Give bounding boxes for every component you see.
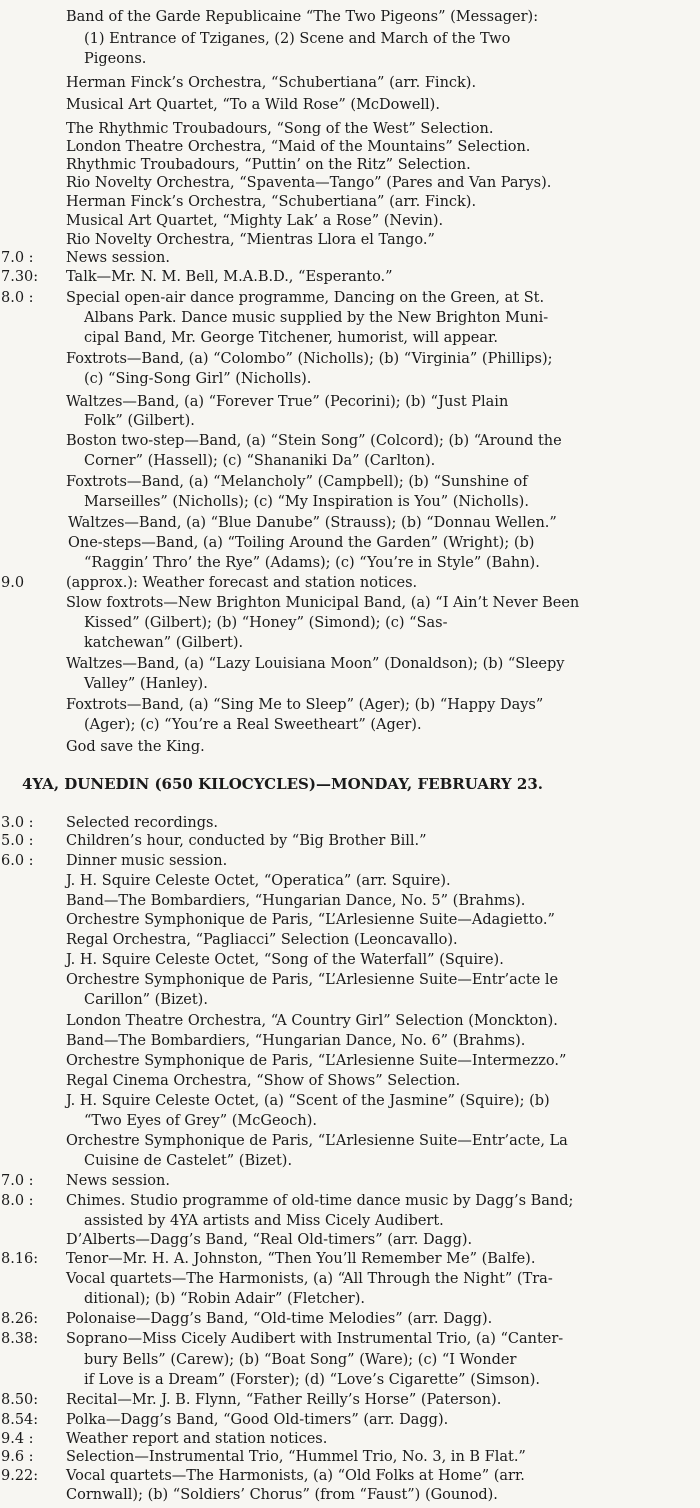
listing-line: [0, 1349, 700, 1371]
line-text: Boston two-step—Band, (a) “Stein Song” (Colcord); (b) “Around the: [66, 433, 562, 449]
listing-line: [0, 471, 700, 493]
line-text: J. H. Squire Celeste Octet, (a) “Scent of the Jasmine” (Squire); (b): [66, 1093, 550, 1109]
line-text: Waltzes—Band, (a) “Lazy Louisiana Moon” (Donaldson); (b) “Sleepy: [66, 656, 565, 672]
listing-line: [0, 1130, 700, 1152]
line-text: Slow foxtrots—New Brighton Municipal Band, (a) “I Ain’t Never Been: [66, 595, 580, 611]
time-label: 9.6 :: [1, 1449, 34, 1465]
listing-line: [0, 368, 700, 390]
line-text: Recital—Mr. J. B. Flynn, “Father Reilly’s Horse” (Paterson).: [66, 1392, 502, 1408]
line-text: cipal Band, Mr. George Titchener, humorist, will appear.: [84, 330, 498, 346]
listing-line: [0, 870, 700, 892]
listing-line: [0, 1328, 700, 1350]
line-text: Valley” (Hanley).: [84, 676, 208, 692]
line-text: if Love is a Dream” (Forster); (d) “Love’s Cigarette” (Simson).: [84, 1372, 540, 1388]
line-text: Rhythmic Troubadours, “Puttin’ on the Ritz” Selection.: [66, 157, 471, 173]
line-text: Tenor—Mr. H. A. Johnston, “Then You’ll Remember Me” (Balfe).: [66, 1251, 536, 1267]
line-text: Waltzes—Band, (a) “Forever True” (Pecorini); (b) “Just Plain: [66, 394, 509, 410]
listing-line: [0, 1308, 700, 1330]
line-text: Herman Finck’s Orchestra, “Schubertiana” (arr. Finck).: [66, 194, 477, 210]
section-heading: [0, 773, 700, 795]
line-text: bury Bells” (Carew); (b) “Boat Song” (Ware); (c) “I Wonder: [84, 1352, 517, 1368]
listing-line: [0, 94, 700, 116]
line-text: Talk—Mr. N. M. Bell, M.A.B.D., “Esperanto.”: [66, 269, 393, 285]
line-text: Selected recordings.: [66, 815, 219, 831]
listing-line: [0, 1484, 700, 1506]
listing-line: [0, 1030, 700, 1052]
line-text: Carillon” (Bizet).: [84, 992, 208, 1008]
listing-line: [0, 736, 700, 758]
listing-line: [0, 72, 700, 94]
line-text: Vocal quartets—The Harmonists, (a) “All Through the Night” (Tra-: [66, 1271, 553, 1287]
line-text: Foxtrots—Band, (a) “Colombo” (Nicholls); (b) “Virginia” (Phillips);: [66, 351, 553, 367]
line-text: Vocal quartets—The Harmonists, (a) “Old Folks at Home” (arr.: [66, 1468, 525, 1484]
time-label: 7.0 :: [1, 1173, 34, 1189]
time-label: 7.0 :: [1, 250, 34, 266]
listing-line: [0, 1288, 700, 1310]
listing-line: [0, 572, 700, 594]
listing-line: [0, 28, 700, 50]
listing-line: [0, 430, 700, 452]
line-text: Foxtrots—Band, (a) “Sing Me to Sleep” (Ager); (b) “Happy Days”: [66, 697, 544, 713]
line-text: Folk” (Gilbert).: [84, 413, 195, 429]
listing-line: [0, 612, 700, 634]
time-label: 8.38:: [1, 1331, 39, 1347]
line-text: (1) Entrance of Tziganes, (2) Scene and March of the Two: [84, 31, 511, 47]
listing-line: [0, 850, 700, 872]
listing-line: [0, 1369, 700, 1391]
listing-line: [0, 929, 700, 951]
line-text: Musical Art Quartet, “Mighty Lak’ a Rose” (Nevin).: [66, 213, 444, 229]
line-text: Band—The Bombardiers, “Hungarian Dance, No. 6” (Brahms).: [66, 1033, 526, 1049]
time-label: 8.26:: [1, 1311, 39, 1327]
listing-line: [0, 6, 700, 28]
listing-line: [0, 327, 700, 349]
time-label: 9.0: [1, 575, 25, 591]
listing-line: [0, 287, 700, 309]
listing-line: [0, 969, 700, 991]
line-text: Special open-air dance programme, Dancing on the Green, at St.: [66, 290, 545, 306]
line-text: One-steps—Band, (a) “Toiling Around the Garden” (Wright); (b): [68, 535, 535, 551]
line-text: Herman Finck’s Orchestra, “Schubertiana” (arr. Finck).: [66, 75, 477, 91]
listing-line: [0, 1190, 700, 1212]
line-text: Dinner music session.: [66, 853, 228, 869]
line-text: (approx.): Weather forecast and station notices.: [66, 575, 418, 591]
line-text: Orchestre Symphonique de Paris, “L’Arlesienne Suite—Entr’acte, La: [66, 1133, 568, 1149]
listing-line: [0, 1170, 700, 1192]
line-text: Polonaise—Dagg’s Band, “Old-time Melodies” (arr. Dagg).: [66, 1311, 493, 1327]
line-text: The Rhythmic Troubadours, “Song of the West” Selection.: [66, 121, 494, 137]
listing-line: [0, 714, 700, 736]
listing-line: [0, 1110, 700, 1132]
line-text: J. H. Squire Celeste Octet, “Song of the Waterfall” (Squire).: [66, 952, 504, 968]
line-text: Rio Novelty Orchestra, “Mientras Llora el Tango.”: [66, 232, 435, 248]
listing-line: [0, 348, 700, 370]
line-text: Orchestre Symphonique de Paris, “L’Arlesienne Suite—Entr’acte le: [66, 972, 559, 988]
time-label: 3.0 :: [1, 815, 34, 831]
time-label: 8.50:: [1, 1392, 39, 1408]
time-label: 9.4 :: [1, 1431, 34, 1447]
line-text: J. H. Squire Celeste Octet, “Operatica” (arr. Squire).: [66, 873, 451, 889]
line-text: Children’s hour, conducted by “Big Brother Bill.”: [66, 833, 427, 849]
line-text: Regal Cinema Orchestra, “Show of Shows” Selection.: [66, 1073, 461, 1089]
time-label: 9.22:: [1, 1468, 39, 1484]
line-text: London Theatre Orchestra, “Maid of the Mountains” Selection.: [66, 139, 531, 155]
section-title: 4YA, DUNEDIN (650 KILOCYCLES)—MONDAY, FEBRUARY 23.: [22, 775, 544, 793]
listing-line: [0, 266, 700, 288]
line-text: News session.: [66, 250, 170, 266]
line-text: Marseilles” (Nicholls); (c) “My Inspiration is You” (Nicholls).: [84, 494, 529, 510]
listing-line: [0, 949, 700, 971]
listing-line: [0, 653, 700, 675]
listing-line: [0, 1150, 700, 1172]
listing-line: [0, 307, 700, 329]
line-text: Orchestre Symphonique de Paris, “L’Arlesienne Suite—Adagietto.”: [66, 912, 555, 928]
listing-line: [0, 632, 700, 654]
line-text: Cuisine de Castelet” (Bizet).: [84, 1153, 293, 1169]
line-text: God save the King.: [66, 739, 205, 755]
listing-line: [0, 410, 700, 432]
line-text: Pigeons.: [84, 51, 147, 67]
line-text: “Raggin’ Thro’ the Rye” (Adams); (c) “You’re in Style” (Bahn).: [84, 555, 540, 571]
line-text: Albans Park. Dance music supplied by the New Brighton Muni-: [84, 310, 549, 326]
line-text: assisted by 4YA artists and Miss Cicely Audibert.: [84, 1213, 444, 1229]
line-text: Orchestre Symphonique de Paris, “L’Arlesienne Suite—Intermezzo.”: [66, 1053, 567, 1069]
listing-line: [0, 909, 700, 931]
line-text: News session.: [66, 1173, 170, 1189]
line-text: Corner” (Hassell); (c) “Shananiki Da” (Carlton).: [84, 453, 436, 469]
line-text: Soprano—Miss Cicely Audibert with Instrumental Trio, (a) “Canter-: [66, 1331, 564, 1347]
line-text: katchewan” (Gilbert).: [84, 635, 244, 651]
time-label: 8.0 :: [1, 290, 34, 306]
line-text: Selection—Instrumental Trio, “Hummel Trio, No. 3, in B Flat.”: [66, 1449, 526, 1465]
listing-line: [0, 1389, 700, 1411]
line-text: D’Alberts—Dagg’s Band, “Real Old-timers” (arr. Dagg).: [66, 1232, 473, 1248]
line-text: Chimes. Studio programme of old-time dance music by Dagg’s Band;: [66, 1193, 574, 1209]
line-text: Musical Art Quartet, “To a Wild Rose” (McDowell).: [66, 97, 440, 113]
time-label: 6.0 :: [1, 853, 34, 869]
listing-line: [0, 48, 700, 70]
time-label: 8.0 :: [1, 1193, 34, 1209]
listing-line: [0, 592, 700, 614]
line-text: Weather report and station notices.: [66, 1431, 328, 1447]
listing-line: [0, 532, 700, 554]
listing-line: [0, 830, 700, 852]
time-label: 8.54:: [1, 1412, 39, 1428]
listing-line: [0, 694, 700, 716]
line-text: Cornwall); (b) “Soldiers’ Chorus” (from “Faust”) (Gounod).: [66, 1487, 498, 1503]
listing-line: [0, 1248, 700, 1270]
listing-line: [0, 512, 700, 534]
time-label: 5.0 :: [1, 833, 34, 849]
line-text: Regal Orchestra, “Pagliacci” Selection (Leoncavallo).: [66, 932, 458, 948]
line-text: Band of the Garde Republicaine “The Two Pigeons” (Messager):: [66, 9, 539, 25]
listing-line: [0, 450, 700, 472]
listing-line: [0, 1010, 700, 1032]
time-label: 7.30:: [1, 269, 39, 285]
line-text: Polka—Dagg’s Band, “Good Old-timers” (arr. Dagg).: [66, 1412, 449, 1428]
line-text: Rio Novelty Orchestra, “Spaventa—Tango” (Pares and Van Parys).: [66, 175, 552, 191]
line-text: London Theatre Orchestra, “A Country Girl” Selection (Monckton).: [66, 1013, 558, 1029]
listing-line: [0, 989, 700, 1011]
listing-line: [0, 1090, 700, 1112]
line-text: Kissed” (Gilbert); (b) “Honey” (Simond); (c) “Sas-: [84, 615, 448, 631]
line-text: ditional); (b) “Robin Adair” (Fletcher).: [84, 1291, 366, 1307]
line-text: Waltzes—Band, (a) “Blue Danube” (Strauss); (b) “Donnau Wellen.”: [68, 515, 557, 531]
time-label: 8.16:: [1, 1251, 39, 1267]
listing-line: [0, 1070, 700, 1092]
line-text: Foxtrots—Band, (a) “Melancholy” (Campbell); (b) “Sunshine of: [66, 474, 528, 490]
listing-line: [0, 1268, 700, 1290]
listing-line: [0, 491, 700, 513]
listing-line: [0, 552, 700, 574]
listing-line: [0, 673, 700, 695]
line-text: (Ager); (c) “You’re a Real Sweetheart” (Ager).: [84, 717, 422, 733]
line-text: (c) “Sing-Song Girl” (Nicholls).: [84, 371, 312, 387]
line-text: “Two Eyes of Grey” (McGeoch).: [84, 1113, 317, 1129]
line-text: Band—The Bombardiers, “Hungarian Dance, No. 5” (Brahms).: [66, 893, 526, 909]
listing-line: [0, 1050, 700, 1072]
